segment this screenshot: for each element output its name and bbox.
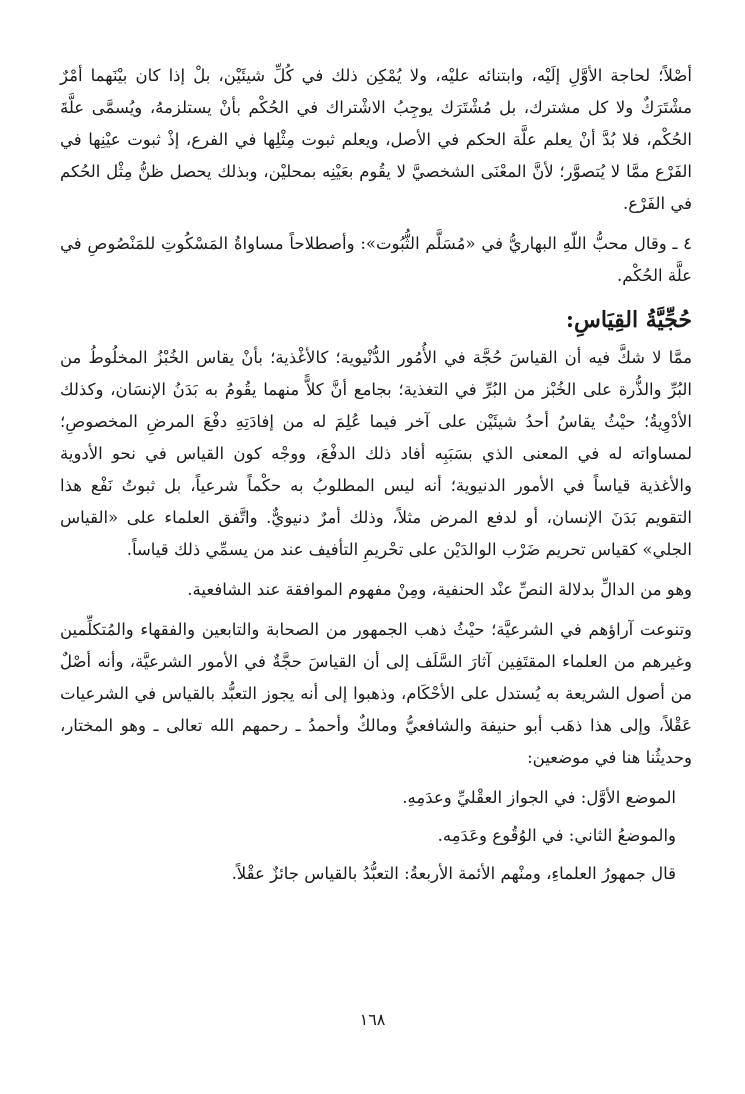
list-item: والموضعُ الثاني: في الوُقُوع وعَدَمِه. — [437, 826, 676, 845]
page-body — [60, 60, 692, 896]
paragraph-2: ٤ ـ وقال محبُّ اللّهِ البهاريُّ في «مُسَلَّم الثُّبُوت»: وأصطلاحاً مساواةُ المَسْكُوتِ للمَنْصُوصِ في علَّة الحُكْم. — [60, 234, 692, 285]
paragraph-5: وتنوعت آراؤهم في الشرعيَّة؛ حيْثُ ذهب الجمهور من الصحابة والتابعين والفقهاء والمُتكلِّمين وغيرهم من العلماء المقتَفِين آثارَ السَّلَف إلى أن القياسَ حجَّةٌ في الأمور الشرعيَّة، وأنه أصْلٌ من أصول الشريعة به يُستدل على الأحْكَام، وذهبوا إلى أنه يجوز التعبُّد بالقياس في الشرعيات عَقْلاً، وإلى هذا ذهَب أبو حنيفة والشافعيُّ ومالكٌ وأحمدُ ـ رحمهم الله تعالى ـ وهو المختار، وحديثُنا هنا في موضعين: — [60, 620, 692, 767]
section-heading: حُجِّيَّةُ القِيَاسِ: — [565, 307, 692, 333]
list-item: الموضع الأوَّل: في الجواز العقْليِّ وعدَمِهِ. — [402, 788, 676, 807]
paragraph-4: وهو من الدالِّ بدلالة النصِّ عنْد الحنفية، ومِنْ مفهوم الموافقة عند الشافعية. — [187, 580, 692, 599]
paragraph-3: ممَّا لا شكَّ فيه أن القياسَ حُجَّة في الأُمُور الدُّنْيوية؛ كالأغْذية؛ بأنْ يقاس الخُبْزُ المخلُوطُ من البُرِّ والذُّرة على الخُبْز من البُرِّ في التغذية؛ بجامع أنَّ كلاًّ منهما يقُومُ به بَدَنُ الإنسَان، وكذلك الأدْوِيةُ؛ حيْثُ يقاسُ أحدُ شيئَيْن على آخر فيما عُلِمَ له من إفادَتِهِ دفْعَ المرضِ المخصوصِ؛ لمساواته له في المعنى الذي بسَبَبِه أفاد ذلك الدفْعَ، ووجْه كون القياس في نحو الأدوية والأغذية قياساً في الأمور الدنيوية؛ أنه ليس المطلوبُ به حكْماً شرعياً، بل ثبوتُ نَفْع هذا التقويم بَدَنَ الإنسان، أو لدفع المرض مثلاً، وذلك أمرٌ دنيويٌّ. واتَّفق العلماء على «القياس الجلي» كقياس تحريم ضَرْب الوالدَيْن على تحْريمِ التأفيف عند من يسمِّي ذلك قياساً. — [60, 348, 692, 559]
page-number: ١٦٨ — [359, 1010, 386, 1029]
list-item: قال جمهورُ العلماءِ، ومنْهم الأئمة الأربعةُ: التعبُّدُ بالقياس جائزٌ عقْلاً. — [231, 864, 676, 883]
paragraph-1: أصْلاً؛ لحاجة الأوَّلِ إلَيْه، وابتنائه عليْه، ولا يُمْكِن ذلك في كُلِّ شيئَيْن، بلْ إذا كان بيْنَهما أمْرٌ مشْتَرَكٌ ولا كل مشترك، بل مُشْتَرَك يوجِبُ الاشْتراك في الحُكْم بأنْ يستلزمهُ، ويُسمَّى علَّةَ الحُكْم، فلا بُدَّ أنْ يعلم علَّة الحكم في الأصل، ويعلم ثبوت مِثْلِها في الفرع، إذْ ثبوت عيْنِها في الفَرْع ممَّا لا يُتصوَّر؛ لأنَّ المعْنَى الشخصيَّ لا يقُوم بعَيْنِه بمحليْن، وبذلك يحصل ظنُّ مِثْل الحُكم في الفَرْع. — [60, 66, 692, 213]
